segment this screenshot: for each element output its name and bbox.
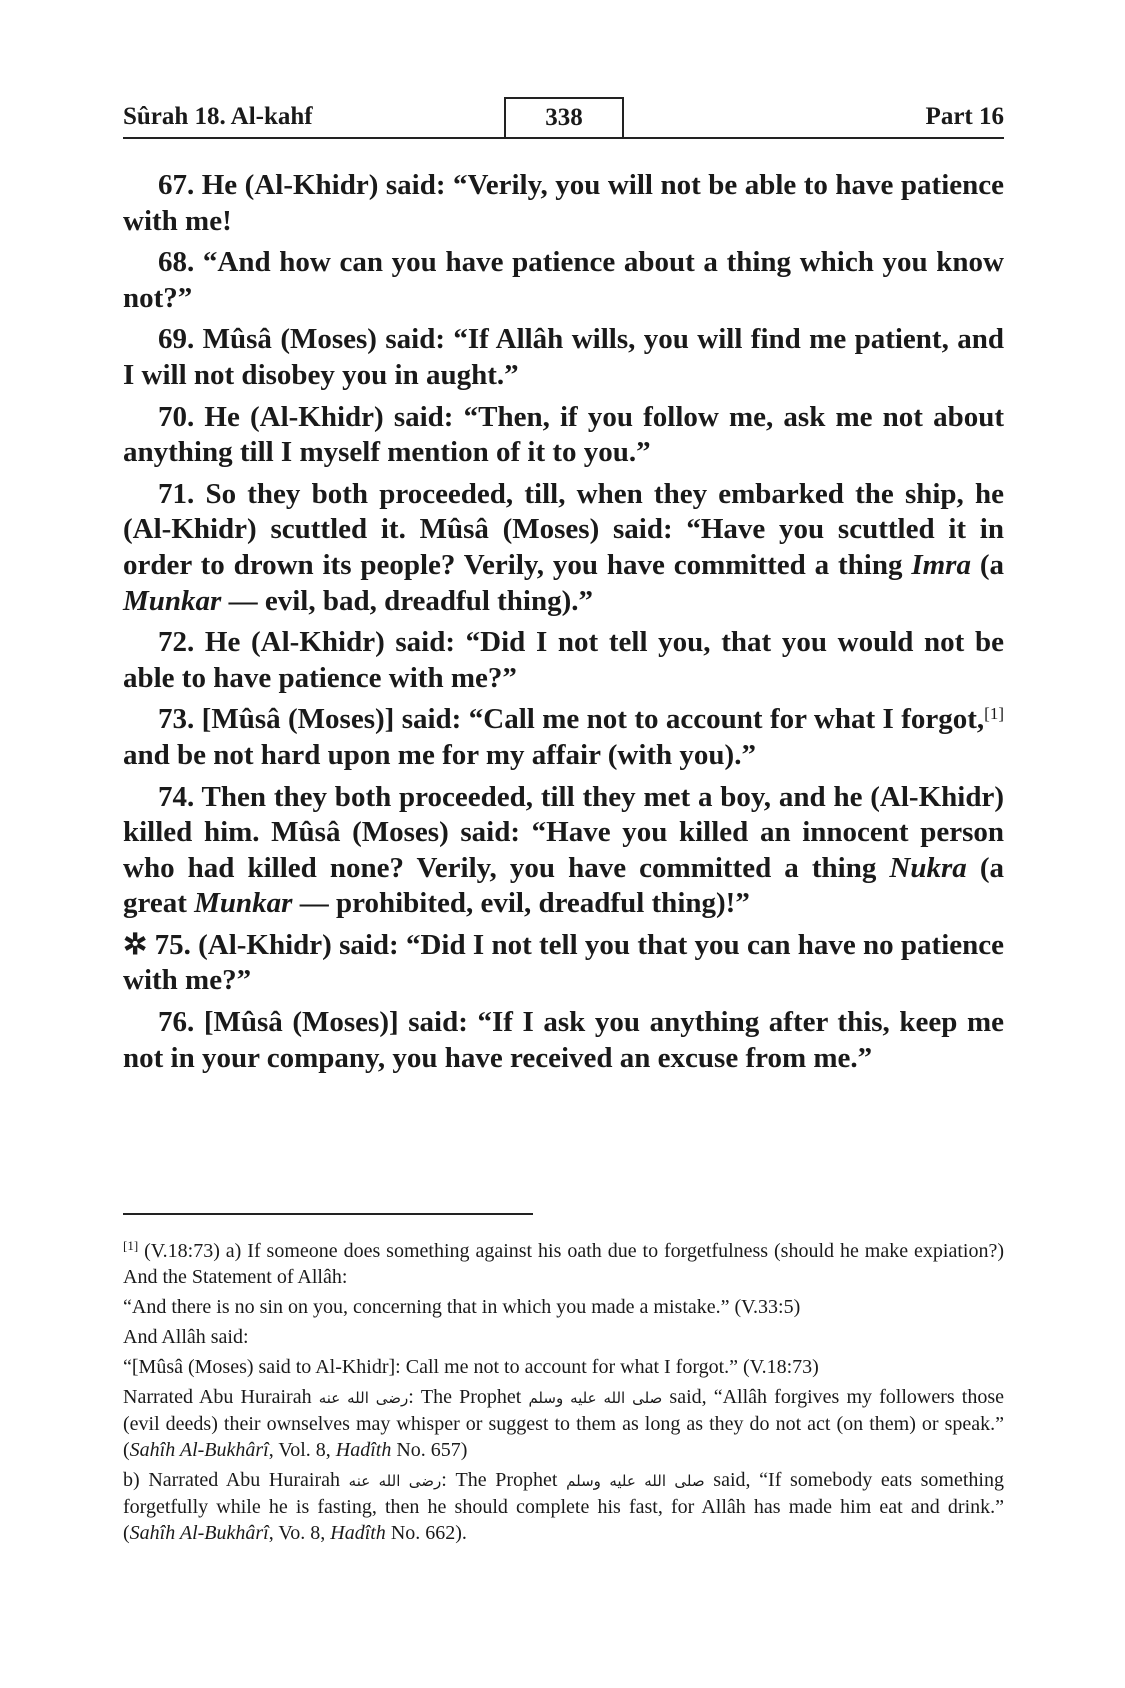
- verse-69: 69. Mûsâ (Moses) said: “If Allâh wills, you will find me patient, and I will not disobey you in aught.”: [123, 323, 1004, 391]
- verse-76: 76. [Mûsâ (Moses)] said: “If I ask you anything after this, keep me not in your company, you have received an excuse from me.”: [123, 1006, 1004, 1074]
- verse-67: 67. He (Al-Khidr) said: “Verily, you will not be able to have patience with me!: [123, 169, 1004, 237]
- footnote-quote-2: “[Mûsâ (Moses) said to Al-Khidr]: Call me not to account for what I forgot.” (V.18:73): [123, 1356, 819, 1378]
- footnotes: [123, 1238, 1004, 1550]
- footnote-1: [1] (V.18:73) a) If someone does something against his oath due to forgetfulness (should he make expiation?) And the Statement of Allâh:: [123, 1238, 1004, 1288]
- footnote-line: And Allâh said:: [123, 1326, 249, 1348]
- verse-70: 70. He (Al-Khidr) said: “Then, if you follow me, ask me not about anything till I myself mention of it to you.”: [123, 400, 1004, 469]
- arabic-salutation: صلى الله عليه وسلم: [528, 1389, 663, 1407]
- verse-71: 71. So they both proceeded, till, when they embarked the ship, he (Al-Khidr) scuttled it. Mûsâ (Moses) said: “Have you scuttled it in order to drown its people? Verily, you have committed a thing Imra (a Munkar — evil, bad, dreadful thing).”: [123, 477, 1004, 617]
- verse-72: 72. He (Al-Khidr) said: “Did I not tell you, that you would not be able to have patience with me?”: [123, 626, 1004, 694]
- footnote-divider: [123, 1213, 533, 1215]
- verse-75: ✲ 75. (Al-Khidr) said: “Did I not tell you that you can have no patience with me?”: [123, 928, 1004, 997]
- page-header: [123, 97, 1004, 139]
- part-label: Part 16: [925, 103, 1004, 130]
- surah-title: Sûrah 18. Al-kahf: [123, 103, 313, 130]
- arabic-honorific: رضى الله عنه: [318, 1389, 409, 1407]
- verse-text: [123, 168, 1004, 1082]
- page-number: 338: [504, 97, 624, 137]
- footnote-hadith-1: Narrated Abu Hurairah رضى الله عنه: The Prophet صلى الله عليه وسلم said, “Allâh forgives my followers those (evil deeds) their ownselves may whisper or suggest to them as long as they do not act (on them) or speak.” (Sahîh Al-Bukhârî, Vol. 8, Hadîth No. 657): [123, 1386, 1004, 1461]
- verse-68: 68. “And how can you have patience about a thing which you know not?”: [123, 246, 1004, 314]
- verse-73: 73. [Mûsâ (Moses)] said: “Call me not to account for what I forgot,[1] and be not hard upon me for my affair (with you).”: [123, 703, 1004, 771]
- footnote-marker: [1]: [123, 1238, 139, 1253]
- verse-74: 74. Then they both proceeded, till they met a boy, and he (Al-Khidr) killed him. Mûsâ (Moses) said: “Have you killed an innocent person who had killed none? Verily, you have committed a thing Nukra (a great Munkar — prohibited, evil, dreadful thing)!”: [123, 780, 1004, 920]
- arabic-salutation: صلى الله عليه وسلم: [566, 1472, 705, 1490]
- arabic-honorific: رضى الله عنه: [348, 1472, 442, 1490]
- footnote-reference[interactable]: [1]: [984, 704, 1004, 724]
- footnote-quote-1: “And there is no sin on you, concerning that in which you made a mistake.” (V.33:5): [123, 1296, 801, 1318]
- footnote-hadith-2: b) Narrated Abu Hurairah رضى الله عنه: The Prophet صلى الله عليه وسلم said, “If somebody eats something forgetfully while he is fasting, then he should complete his fast, for Allâh has made him eat and drink.” (Sahîh Al-Bukhârî, Vo. 8, Hadîth No. 662).: [123, 1469, 1004, 1544]
